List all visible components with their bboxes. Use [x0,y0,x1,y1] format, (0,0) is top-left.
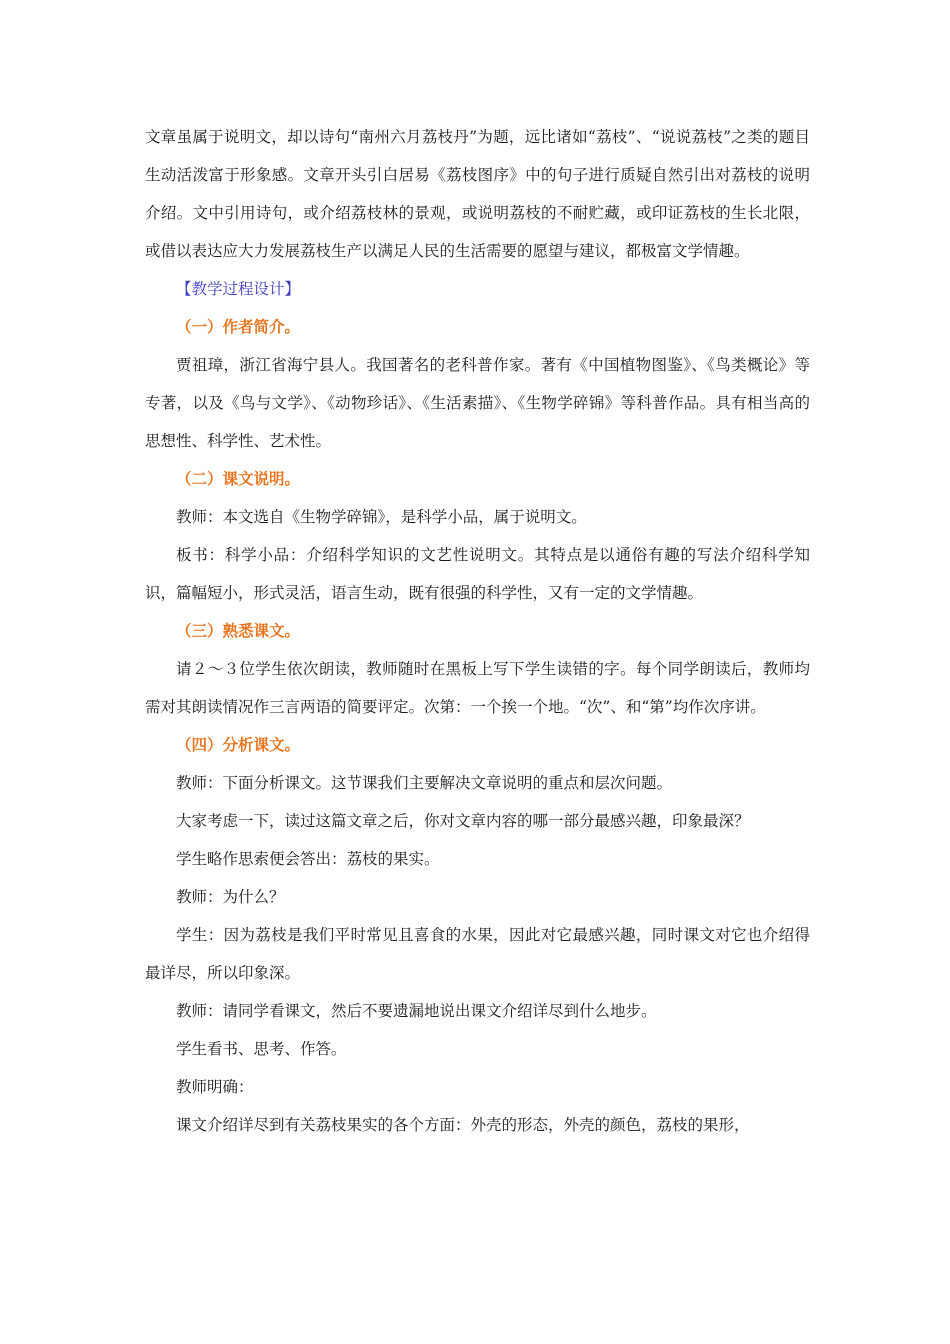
heading-analyze-text: （四）分析课文。 [176,735,301,754]
dialogue-line: 课文介绍详尽到有关荔枝果实的各个方面：外壳的形态，外壳的颜色，荔枝的果形， [176,1116,750,1134]
dialogue-line: 学生：因为荔枝是我们平时常见且喜食的水果，因此对它最感兴趣，同时课文对它也介绍得最详尽，所以印象深。 [145,926,810,982]
heading-author-intro: （一）作者简介。 [176,317,301,336]
heading-text-explanation: （二）课文说明。 [176,469,301,488]
dialogue-line: 大家考虑一下，读过这篇文章之后，你对文章内容的哪一部分最感兴趣，印象最深？ [176,812,750,830]
reading-paragraph: 请２～３位学生依次朗读，教师随时在黑板上写下学生读错的字。每个同学朗读后，教师均需对其朗读情况作三言两语的简要评定。次第：一个挨一个地。“次”、和“第”均作次序讲。 [145,660,810,716]
dialogue-line: 教师：下面分析课文。这节课我们主要解决文章说明的重点和层次问题。 [176,774,673,792]
dialogue-line: 教师：为什么？ [176,888,285,906]
section-heading-teaching-design: 【教学过程设计】 [176,280,301,298]
dialogue-line: 学生看书、思考、作答。 [176,1040,347,1058]
teacher-paragraph: 教师：本文选自《生物学碎锦》，是科学小品，属于说明文。 [176,508,587,526]
intro-paragraph: 文章虽属于说明文，却以诗句“南州六月荔枝丹”为题，远比诸如“荔枝”、“说说荔枝”之类的题目生动活泼富于形象感。文章开头引白居易《荔枝图序》中的句子进行质疑自然引出对荔枝的说明介绍。文中引用诗句，或介绍荔枝林的景观，或说明荔枝的不耐贮藏，或印证荔枝的生长北限，或借以表达应大力发展荔枝生产以满足人民的生活需要的愿望与建议，都极富文学情趣。 [145,128,810,260]
dialogue-line: 教师明确： [176,1078,254,1096]
heading-familiarize-text: （三）熟悉课文。 [176,621,301,640]
dialogue-line: 学生略作思索便会答出：荔枝的果实。 [176,850,440,868]
author-paragraph: 贾祖璋，浙江省海宁县人。我国著名的老科普作家。著有《中国植物图鉴》、《鸟类概论》等专著，以及《鸟与文学》、《动物珍话》、《生活素描》、《生物学碎锦》等科普作品。具有相当高的思想性、科学性、艺术性。 [145,356,810,450]
document-body [145,118,810,1144]
dialogue-line: 教师：请同学看课文，然后不要遗漏地说出课文介绍详尽到什么地步。 [176,1002,657,1020]
blackboard-paragraph: 板书：科学小品：介绍科学知识的文艺性说明文。其特点是以通俗有趣的写法介绍科学知识，篇幅短小，形式灵活，语言生动，既有很强的科学性，又有一定的文学情趣。 [145,546,810,602]
